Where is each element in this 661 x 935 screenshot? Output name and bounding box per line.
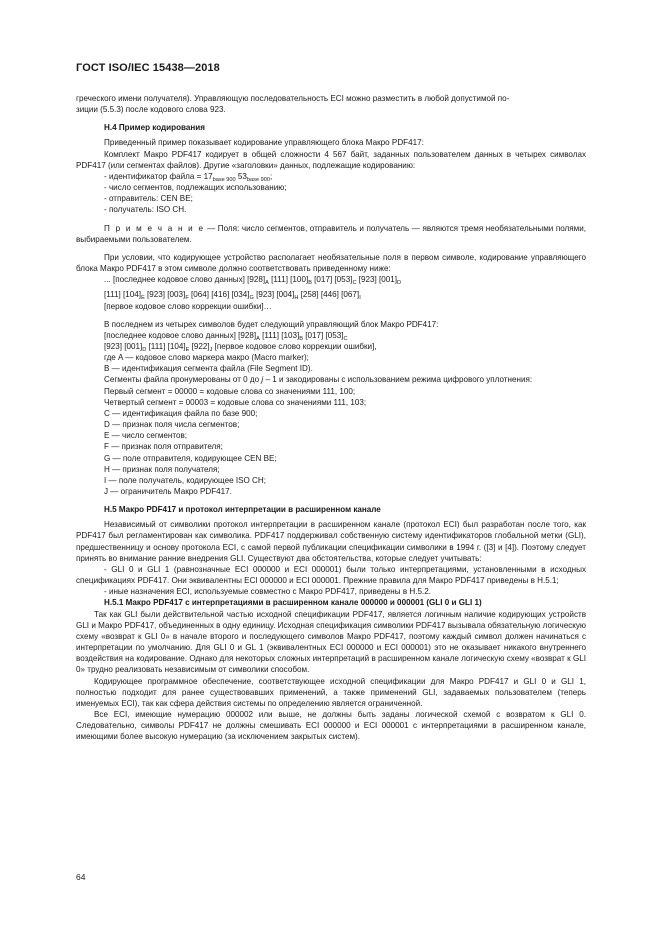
list-item: - идентификатор файла = $17_{base 900}$ $53_{base 900}$; [104,171,273,183]
codeword-line: [111] $[104]_E$ [923] $[003]_F$ [064] [416] $[034]_G$ [923] $[004]_H$ [258] [446] $[067]_I$ [104,290,361,302]
paragraph: Независимый от символики протокол интерпретации в расширенном канале (протокол ECI) был разработан после того, как PDF417 был регламентирован как символика. PDF417 поддерживал собственную систему идентификаторов глобальной метки (GLI), предшественницу и основу протокола ECI, с самой первой публикации спецификации символики в 1994 г. ([3] и [4]). Поэтому следует принять во внимание ранние внедрения GLI. Существуют два обстоятельства, которые следует учитывать: [76,520,586,563]
definition: C — идентификация файла по базе 900; [104,408,258,418]
definition: где A — кодовое слово маркера макро (Macro marker); [104,353,309,363]
codeword-line: [первое кодовое слово коррекции ошибки]… [104,301,272,311]
codeword-line: [923] $[001]_D$ [111] $[104]_E$ $[922]_J$ [первое кодовое слово коррекции ошибки], [104,341,377,353]
paragraph: Сегменты файла пронумерованы от 0 до j – 1 и закодированы с использованием режима цифрового уплотнения: [104,375,533,385]
definition: E — число сегментов; [104,431,188,441]
definition: H — признак поля получателя; [104,464,220,474]
paragraph: Комплект Макро PDF417 кодирует в общей сложности 4 567 байт, заданных пользователем данных в четырех символах PDF417 (или сегментах файлов). Другие «заголовки» данных, подлежащие кодированию: [76,149,586,170]
list-item: - число сегментов, подлежащих использованию; [104,183,287,193]
page-header: ГОСТ ISO/IEC 15438—2018 [76,62,220,74]
definition: D — признак поля числа сегментов; [104,420,240,430]
page-number: 64 [76,872,86,882]
paragraph: В последнем из четырех символов будет следующий управляющий блок Макро PDF417: [104,319,439,329]
page-content [76,93,586,742]
paragraph: - GLI 0 и GLI 1 (равнозначные ECI 000000 и ECI 000001) были только интерпретациями, установленными в исходных спецификациях PDF417. Они эквивалентны ECI 000000 и ECI 000001. Прежние правила для Макро PDF417 приведены в H.5.1; [76,564,586,586]
note-label: П р и м е ч а н и е [104,223,205,233]
paragraph: Кодирующее программное обеспечение, соответствующее исходной спецификации для Макро PDF417 и GLI 0 и GLI 1, полностью подходит для ранее существовавших применений, а также применений GLI, задаваемых пользователем (теперь именуемых ECI), так как сфера действия системы по определению является ограниченной. [76,676,586,708]
section-heading-h4: H.4 Пример кодирования [104,123,206,133]
paragraph: Все ECI, имеющие нумерацию 000002 или выше, не должны быть заданы логической схемой с возвратом к GLI 0. Следовательно, символы PDF417 не должны смешивать ECI 000000 и ECI 000001 с интерпретациями в расширенном канале, имеющими более высокую нумерацию (за исключением закрытых систем). [76,709,586,742]
definition: J — ограничитель Макро PDF417. [104,487,232,496]
note: П р и м е ч а н и е — Поля: число сегментов, отправитель и получатель — являются тремя необязательными полями, выбираемыми пользователем. [76,223,586,244]
list-item: - получатель: ISO CH. [104,205,187,215]
definition: G — поле отправителя, кодирующее CEN BE; [104,453,277,463]
intro-line: греческого имени получателя). Управляющую последовательность ECI можно разместить в любой допустимой по- [76,94,510,103]
definition: I — поле получатель, кодирующее ISO CH; [104,475,266,485]
definition: B — идентификация сегмента файла (File Segment ID). [104,364,313,374]
definition: F — признак поля отправителя; [104,442,223,452]
codeword-line: ... [последнее кодовое слово данных] $[928]_A$ [111] $[100]_B$ [017] $[053]_C$ [923] $[001]_D$ [104,275,402,287]
paragraph: - иные назначения ECI, используемые совместно с Макро PDF417, приведены в H.5.2. [104,587,431,597]
definition: Первый сегмент = 00000 = кодовые слова со значениями 111, 100; [104,386,356,396]
codeword-line: [последнее кодовое слово данных] $[928]_A$ [111] $[103]_B$ [017] $[053]_C$ [104,330,348,342]
definition: Четвертый сегмент = 00003 = кодовые слова со значениями 111, 103; [104,397,367,407]
intro-line: зиции (5.5.3) после кодового слова 923. [76,105,226,115]
paragraph: При условии, что кодирующее устройство располагает необязательные поля в первом символе, кодирование управляющего блока Макро PDF417 в этом символе должно соответствовать приведенному ниже: [76,252,586,274]
paragraph: Так как GLI были действительной частью исходной спецификации PDF417, является логичным наличие кодирующих устройств GLI и Макро PDF417, объединенных в одну единицу. Исходная спецификация символики PDF417 вызывала обязательную логическую схему «возврат к GLI 0» в начале второго и последующего символов Макро PDF417, поэтому каждый символ должен начинаться с интерпретации по умолчанию. Для GLI 0 и GL 1 (эквивалентных ECI 000000 и ECI 000001) это не оказывает никакого внутреннего воздействия на кодирование. Однако для некоторых сложных интерпретаций в расширенном канале логическую схему «возврат к GLI 0» трудно реализовать независимым от символики способом. [76,609,586,675]
section-heading-h51: H.5.1 Макро PDF417 с интерпретациями в расширенном канале 000000 и 000001 (GLI 0 и GLI 1) [104,598,482,608]
paragraph: Приведенный пример показывает кодирование управляющего блока Макро PDF417: [104,138,424,148]
list-item: - отправитель: CEN BE; [104,194,193,204]
section-heading-h5: H.5 Макро PDF417 и протокол интерпретации в расширенном канале [104,505,381,515]
